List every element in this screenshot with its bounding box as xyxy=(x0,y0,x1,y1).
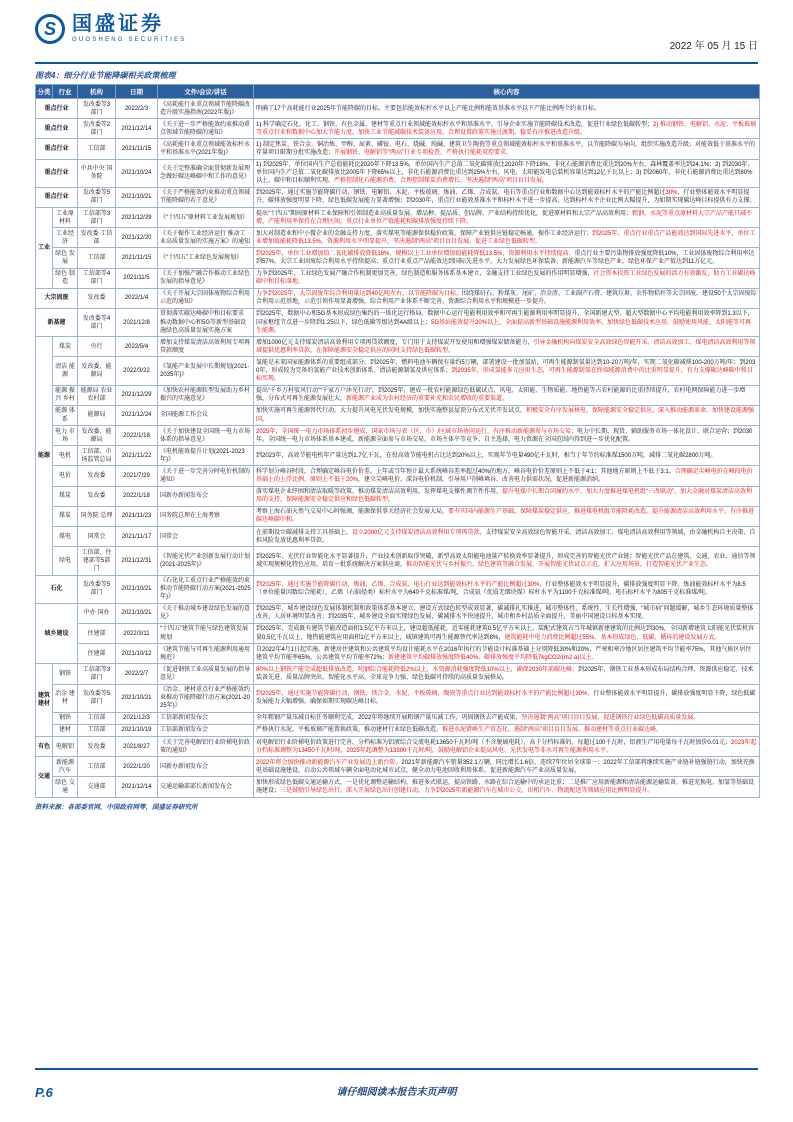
content-segment: 明确了17个高耗能行业2025年节能降碳的目标，主要包括能效标杆水平以上产能比例和能效基准水平以下产能比例两个约束目标。 xyxy=(256,105,601,112)
content-cell xyxy=(254,405,760,425)
date-cell: 2021/10/21 xyxy=(116,603,158,623)
content-segment: 到2025年，光伏行业智能化水平显著提升，产业技术创新取得突破，新型高效太阳能电池量产转换效率显著提升，形成完善的智能光伏产业链；智能光伏产品在建筑、交通、农业、通信等领域实现规模化特色应用，培育一批系统解决方案供应商， xyxy=(256,553,756,568)
industry-cell: 能源 体系 xyxy=(53,405,78,425)
org-cell: 发改委等4部门 xyxy=(78,308,116,336)
org-cell: 工信部 xyxy=(78,757,116,777)
category-cell: 石化 xyxy=(36,575,78,603)
content-segment: 建筑能耗中电力消费比例超过55%，基本形成绿色、低碳、循环的建设发展方式。 xyxy=(504,634,721,641)
content-segment: ，行业整体能效水平明显提升，碳排放强度明显下降，绿色低碳发展能力显著增强；到2030年，重点行业能效基准水平和标杆水平进一步提高，达到标杆水平企业比例大幅提升，为如期实现碳达峰目标提供有力支撑。 xyxy=(256,190,756,205)
table-row xyxy=(36,159,760,187)
org-cell: 工信部、住建部等5部门 xyxy=(78,547,116,575)
report-date: 2022 年 05 月 15 日 xyxy=(669,41,758,52)
doc-cell: 《关于推动城乡建设绿色发展的意见》 xyxy=(158,603,254,623)
report-header xyxy=(35,14,758,60)
category-cell: 交通 xyxy=(36,757,53,797)
content-cell xyxy=(254,385,760,405)
date-cell: 2021/12/24 xyxy=(116,405,158,425)
content-cell xyxy=(254,486,760,506)
date-cell: 2021/12/29 xyxy=(116,208,158,228)
date-cell: 2022/1/20 xyxy=(116,757,158,777)
industry-cell: 钢铁 xyxy=(53,664,78,684)
doc-cell: 交通运输部部长新闻发布会 xyxy=(158,777,254,797)
org-cell: 工信部 xyxy=(78,712,116,724)
content-cell xyxy=(254,757,760,777)
org-cell: 发改委等5部门 xyxy=(78,187,116,207)
org-cell: 国常会 xyxy=(78,527,116,547)
table-row xyxy=(36,308,760,336)
col-header-category: 分类 xyxy=(36,85,53,99)
category-cell: 重点行业 xyxy=(36,119,78,139)
org-cell: 发改委等3部门 xyxy=(78,99,116,119)
content-segment: 三是鼓励引导绿色出行，深入开展绿色出行创建行动，力争到2025年新能源汽车在城市公交、出租汽车、物流配送等领域应用比例明显提升。 xyxy=(280,787,654,794)
content-segment: 到2025年，数据中心和5G基本形成绿色集约的一体化运行格局。数据中心运行电能利用效率和可再生能源利用率明显提升，全国新建大型、超大型数据中心平均电能利用效率降到1.3以下，国家枢纽节点进一步降到1.25以下，绿色低碳等级达到4A级以上； xyxy=(256,311,754,326)
content-segment: 引导金融机构向煤炭安全高效绿色智能开采、清洁高效加工、煤电清洁高效利用等领域提供优惠利率贷款，在保障能源安全稳定供应的同时支持绿色低碳转型。 xyxy=(256,339,756,354)
doc-cell: 《关于进一步严格能效约束推动重点领域节能降碳的通知》 xyxy=(158,119,254,139)
org-cell: 发改委 xyxy=(78,288,116,308)
figure-title: 图表4：细分行业节能降碳相关政策梳理 xyxy=(35,71,176,80)
doc-cell: 《高耗能行业重点领域节能降碳改造升级实施指南(2022年版)》 xyxy=(158,99,254,119)
org-cell: 国务院 总理 xyxy=(78,506,116,526)
org-cell: 发改委 xyxy=(78,466,116,486)
category-cell: 重点行业 xyxy=(36,99,78,119)
category-cell: 新基建 xyxy=(36,308,78,336)
content-cell xyxy=(254,777,760,797)
doc-cell: 国务院总理在上海考察 xyxy=(158,506,254,526)
content-segment: 30% xyxy=(665,190,678,197)
content-cell xyxy=(254,357,760,385)
org-cell: 工信部、市场监管总局 xyxy=(78,446,116,466)
figure-body xyxy=(35,84,760,811)
org-cell: 中共中央 国务院 xyxy=(78,159,116,187)
content-segment: 考察上海石油天然气交易中心时强调，能源保供事关经济社会发展大局， xyxy=(256,509,449,516)
col-header-org: 机构 xyxy=(78,85,116,99)
industry-cell: 电机 xyxy=(53,446,78,466)
org-cell: 发改委、能源局 xyxy=(78,426,116,446)
content-cell xyxy=(254,684,760,712)
org-cell: 发改委等5部门 xyxy=(78,684,116,712)
table-row xyxy=(36,757,760,777)
content-segment: 到2023年，高效节能电机年产量达到1.7亿千瓦，在役高效节能电机占比达到20%以上，实现年节电量490亿千瓦时，相当于年节约标准煤1500万吨，减排二氧化碳2800万吨。 xyxy=(256,452,717,459)
content-cell xyxy=(254,187,760,207)
content-cell xyxy=(254,228,760,248)
content-cell xyxy=(254,99,760,119)
content-segment: 2023年起分档标准调整为13450千瓦时/吨，2025年起调整为13300千瓦时/吨，鼓励电解铝企业提高风电、光伏发电等非水可再生能源利用水平。 xyxy=(256,739,757,754)
table-row xyxy=(36,228,760,248)
doc-cell: 国新办新闻发布会 xyxy=(158,486,254,506)
doc-cell: 《促进钢铁工业高质量发展的指导意见》 xyxy=(158,664,254,684)
table-row xyxy=(36,684,760,712)
date-cell: 2021/11/15 xyxy=(116,139,158,159)
doc-cell: 全国能源工作会议 xyxy=(158,405,254,425)
industry-cell: 绿色 制造 xyxy=(53,268,78,288)
content-segment: 加快实施可再生能源替代行动，大力提升风电光伏发电规模，加快实施整县屋顶分布式光伏开发试点， xyxy=(256,408,527,415)
org-cell: 发改委等2部门 xyxy=(78,119,116,139)
content-segment: 要夯实国内能源生产基础，保障煤炭稳定供应，推进煤电机组节能降耗改造，提升能源清洁高效利用水平，有序推进碳达峰碳中和。 xyxy=(256,509,755,524)
table-row xyxy=(36,664,760,684)
category-cell: 能源 xyxy=(36,337,53,575)
doc-cell: 《关于进一步完善分时电价机制的通知》 xyxy=(158,466,254,486)
table-row xyxy=(36,623,760,643)
content-segment: 力争到2025年，大宗固废年综合利用量达到40亿吨左右，以节能降碳为目标， xyxy=(256,291,463,298)
date-cell: 2021/10/21 xyxy=(116,684,158,712)
table-row xyxy=(36,547,760,575)
date-cell: 2022/5/4 xyxy=(116,337,158,357)
table-row xyxy=(36,446,760,466)
policy-table-body xyxy=(36,99,760,798)
content-segment: 提升电煤中长期合同履约水平，加大力度推进煤电机组“三改联动”，加大金融对煤炭清洁高效利用的支持，保障能源安全稳定供应和绿色低碳转型。 xyxy=(256,489,753,504)
doc-cell: 《智能光伏产业创新发展行动计划(2021-2025年)》 xyxy=(158,547,254,575)
content-segment: 1) 科学确定石化、化工、钢铁、有色金属、建材等重点行业领域能效标杆水平和基准水平，引导企业实施节能降碳技术改造，促进行业绿色低碳转型； xyxy=(256,121,654,128)
industry-cell: 清洁 能源 xyxy=(53,357,78,385)
table-row xyxy=(36,288,760,308)
org-cell: 工信部等3部门 xyxy=(78,664,116,684)
content-segment: 2021年新能源汽车销量352.1万辆，同比增长1.6倍，连续7年位居全球第一；2022年工信部将继续实施产业链补链强链行动，加快充换电基础设施建设，启动公共领域车辆全面电动化城市试点，健全动力电池回收利用体系，促进新能源汽车产业高质量发展。 xyxy=(256,759,755,774)
table-row xyxy=(36,337,760,357)
header-row xyxy=(36,85,760,99)
table-row xyxy=(36,644,760,664)
content-cell xyxy=(254,527,760,547)
content-cell xyxy=(254,446,760,466)
content-segment: 到2025年，钢铁工业基本形成布局结构合理、资源供应稳定、技术装备先进、质量品牌突出、智能化水平高、全球竞争力强、绿色低碳可持续的高质量发展格局。 xyxy=(256,666,754,681)
industry-cell: 能源 振兴 乡村 xyxy=(53,385,78,405)
content-cell xyxy=(254,623,760,643)
content-segment: 到2025年，通过实施节能降碳行动，钢铁、铁合金、水泥、平板玻璃、陶瓷等重点行业达到能效标杆水平的产能比例超过30%， xyxy=(256,691,594,698)
date-cell: 2021/11/22 xyxy=(116,446,158,466)
doc-cell: 《关于加快建设全国统一电力市场体系的指导意见》 xyxy=(158,426,254,446)
table-row xyxy=(36,385,760,405)
category-cell: 重点行业 xyxy=(36,139,78,159)
content-cell xyxy=(254,664,760,684)
table-row xyxy=(36,737,760,757)
date-cell: 2021/11/23 xyxy=(116,506,158,526)
industry-cell: 煤炭 xyxy=(53,506,78,526)
content-segment: 1) 制定焦炭、铁合金、铜冶炼、甲醇、尿素、磷铵、电石、烧碱、纯碱、建筑卫生陶瓷等重点领域能效标杆水平和基准水平，以节能降碳为导向，组织实施改造升级；对能效低于基准水平的存量项目限期分批实施改造； xyxy=(256,141,756,156)
content-segment: 80%以上钢铁产能完成超低排放改造，吨钢综合能耗降低2%以上，水资源消耗强度降低10%以上，确保2030年前碳达峰； xyxy=(256,666,579,673)
doc-cell: 工信部新闻发布会 xyxy=(158,724,254,736)
table-row xyxy=(36,248,760,268)
content-segment: 到2025年，单位工业增加值二氧化碳排放降低18%，规模以上工业单位增加值能耗降低13.5%，资源利用水平持续提高； xyxy=(256,250,575,257)
date-cell: 2021/10/21 xyxy=(116,187,158,207)
org-cell: 发改委 工信部 xyxy=(78,228,116,248)
org-cell: 中办 国办 xyxy=(78,603,116,623)
content-cell xyxy=(254,644,760,664)
industry-cell: 电价 xyxy=(53,466,78,486)
content-cell xyxy=(254,288,760,308)
date-cell: 2021/8/27 xyxy=(116,737,158,757)
footer-divider xyxy=(35,1068,758,1070)
table-row xyxy=(36,139,760,159)
content-segment: 在前期设立碳减排支持工具基础上， xyxy=(256,529,353,536)
date-cell: 2022/1/18 xyxy=(116,486,158,506)
industry-cell: 绿色 发展 xyxy=(53,248,78,268)
content-segment: 到2025年，通过实施节能降碳行动，炼油、乙烯、合成氨、电石行业达到能效标杆水平的产能比例超过30%， xyxy=(256,582,546,589)
content-segment: 到2025年，重点行业重点产品能效达到国际先进水平，单位工业增加值能耗降低13.5%，资源利用水平明显提升，坚决遏制“两高”项目盲目发展，促进工业绿色低碳转型。 xyxy=(256,230,756,245)
content-segment: 粗钢、水泥等重点原材料大宗产品产能只减不增，产能利用率保持在合理区间，重点行业单位产值能耗和碳排放强度持续下降。 xyxy=(256,210,753,225)
category-cell: 工业 xyxy=(36,208,53,289)
source-note: 资料来源：各部委官网，中国政府网等，国盛证券研究所 xyxy=(35,803,198,811)
industry-cell: 煤电 xyxy=(53,527,78,547)
content-segment: 到2025年，城乡建设绿色发展体制机制和政策体系基本建立，建设方式绿色转型成效显著，碳减排扎实推进，城市整体性、系统性、生长性增强，“城市病”问题缓解，城乡生态环境质量整体改善，人居环境明显改善；到2035年，城乡建设全面实现绿色发展，碳减排水平快速提升，城市和乡村品质全面提升，美丽中国建设目标基本实现。 xyxy=(256,606,754,621)
content-segment: 氢能是未来国家能源体系的重要组成部分。到2025年，燃料电池车辆保有量约5万辆，部署建设一批加氢站，可再生能源制氢量达到10-20万吨/年，实现二氧化碳减排100-200万吨/年；到2030年，形成较为完备的氢能产业技术创新体系、清洁能源制氢及供应体系； xyxy=(256,359,756,375)
content-cell xyxy=(254,139,760,159)
date-cell: 2022/3/22 xyxy=(116,357,158,385)
doc-cell: 《石化化工重点行业严格能效约束推动节能降碳行动方案(2021-2025年)》 xyxy=(158,575,254,603)
doc-cell: 《建筑节能与可再生能源利用通用规范》 xyxy=(158,644,254,664)
page-number: P.6 xyxy=(35,1085,53,1100)
doc-cell: 《高耗能行业重点领域能效标杆水平和基准水平(2021年版)》 xyxy=(158,139,254,159)
header-divider xyxy=(35,62,758,64)
footer-disclaimer: 请仔细阅读本报告末页声明 xyxy=(336,1087,457,1098)
date-cell: 2021/7/29 xyxy=(116,466,158,486)
date-cell: 2022/2/7 xyxy=(116,664,158,684)
category-cell: 建筑建材 xyxy=(36,664,53,737)
content-cell xyxy=(254,737,760,757)
date-cell: 2021/12/20 xyxy=(116,228,158,248)
content-cell xyxy=(254,426,760,446)
content-segment: 2025年，全国统一电力市场体系初步建成，国家市场与省（区、市）/区域市场协同运行，有序推动新能源参与市场交易； xyxy=(256,428,578,435)
industry-cell: 新能源汽车 xyxy=(53,757,78,777)
content-segment: 开展钢铁、电解铝等“两高”行业专项检查，严格执行能耗双控要求。 xyxy=(334,149,513,156)
org-cell: 住建部 xyxy=(78,623,116,643)
content-segment: 5G基站能效提升20%以上，全面提高新型基础设施能源利用效率，加快绿色低碳技术应用，鼓励使用风能、太阳能等可再生能源。 xyxy=(256,319,752,334)
doc-cell: 《关于完善电解铝行业阶梯电价政策的通知》 xyxy=(158,737,254,757)
industry-cell: 建材 xyxy=(53,724,78,736)
content-segment: 合理确定尖峰电价在峰段电价基础上的上浮比例，原则上不低于20%， xyxy=(256,468,753,484)
content-segment: 围绕煤矸石、粉煤灰、尾矿、冶金渣、工业副产石膏、建筑垃圾、农作物秸秆等大宗固废，建设50个大宗固废综合利用示范基地，示范引领作用显著增强，综合利用产业体系不断完善，资源综合利用水平和规模进一步提升。 xyxy=(256,291,757,306)
doc-cell: 《关于开展大宗固体废物综合利用示范的通知》 xyxy=(158,288,254,308)
org-cell: 能源局 xyxy=(78,405,116,425)
table-row xyxy=(36,357,760,385)
date-cell: 2021/12/31 xyxy=(116,547,158,575)
table-row xyxy=(36,724,760,736)
content-segment: 严格执行水泥、平板玻璃产能置换政策，推动建材行业绿色低碳改造， xyxy=(256,727,443,734)
date-cell: 2022/1/18 xyxy=(116,426,158,446)
industry-cell: 绿电 xyxy=(53,547,78,575)
guosheng-logo-icon: S xyxy=(35,14,65,44)
industry-cell: 电力 市场 xyxy=(53,426,78,446)
content-segment: 到2025年，完成既有建筑节能改造面积3.5亿平方米以上，建设超低能耗、近零能耗建筑0.5亿平方米以上，装配式建筑占当年城镇新建建筑的比例达到30%，全国新增建筑太阳能光伏装机容量0.5亿千瓦以上，地热能建筑应用面积1亿平方米以上，城镇建筑可再生能源替代率达到8%， xyxy=(256,626,755,641)
date-cell: 2022/3/11 xyxy=(116,623,158,643)
doc-cell: 《关于振作工业经济运行 推动工业高质量发展的实施方案》的通知 xyxy=(158,228,254,248)
content-segment: 加大对制造业和中小微企业的金融支持力度，落实煤电等能源保供稳价政策，保障产业链供应链稳定畅通，振作工业经济运行； xyxy=(256,230,593,237)
doc-cell: “十四五”建筑节能与绿色建筑发展规划 xyxy=(158,623,254,643)
content-segment: 电力中长期、现货、辅助服务市场一体化设计、联合运营；到2030年，全国统一电力市场体系基本建成，新能源全面参与市场交易，市场主体平等竞争、自主选择，电力资源在全国范围内得到进一步优化配置。 xyxy=(256,428,753,443)
date-cell: 2021/10/24 xyxy=(116,159,158,187)
col-header-content: 核心内容 xyxy=(254,85,760,99)
content-segment: 对电解铝行业阶梯电价政策进行完善，分档标准为铝液综合交流电耗13650千瓦时/吨（不含脱硫电耗），高于分档标准的，每超过100千瓦时，铝液生产用电量每千瓦时加价0.01元； xyxy=(256,739,732,746)
content-segment: 1) 到2025年，单位国内生产总值能耗比2020年下降13.5%，单位国内生产总值二氧化碳排放比2020年下降18%，非化石能源消费比重达到20%左右，森林覆盖率达到24.1%；2) 到2030年，单位国内生产总值二氧化碳排放比2005年下降65%以上，非化石能源消费比重达到25%左右，风电、太阳能发电总装机容量达到12亿千瓦以上；3) 到2060年，非化石能源消费比重达到80%以上，碳中和目标顺利实现。 xyxy=(256,162,754,185)
category-cell: 重点行业 xyxy=(36,187,78,207)
content-cell xyxy=(254,603,760,623)
col-header-date: 日期 xyxy=(116,85,158,99)
industry-cell: 煤炭 xyxy=(53,337,78,357)
doc-cell: 《关于严格能效约束推动重点领域节能降碳的若干意见》 xyxy=(158,187,254,207)
table-row xyxy=(36,486,760,506)
content-segment: 力争到2025年，工业绿色发展产融合作机制更加完善，绿色制造和服务体系基本建立，金融支持工业绿色发展的作用明显增强， xyxy=(256,271,594,278)
content-cell xyxy=(254,159,760,187)
org-cell: 工信部 xyxy=(78,248,116,268)
content-segment: 新能源产业成为农村经济的重要补充和农民增收的重要渠道。 xyxy=(346,396,509,403)
content-cell xyxy=(254,268,760,288)
table-row xyxy=(36,603,760,623)
content-segment: 重点行业主要污染物排放强度降低10%，工业固体废物综合利用率达到57%，大宗工业固废综合利用水平持续提高；重点行业重点产品能效达到国际先进水平，大力发展绿色环保装备、新能源汽车等绿色产业，绿色环保产业产值达到11万亿元。 xyxy=(256,250,755,265)
industry-cell: 冶金 建材 xyxy=(53,684,78,712)
org-cell: 能源局 农业农村部 xyxy=(78,385,116,405)
org-cell: 央行 xyxy=(78,337,116,357)
table-row xyxy=(36,466,760,486)
table-row xyxy=(36,575,760,603)
content-segment: 行业整体能效水平明显提升，碳排放强度明显下降，绿色低碳发展能力大幅增强，确保如期实现碳达峰目标。 xyxy=(256,691,756,706)
date-cell: 2021/12/14 xyxy=(116,777,158,797)
doc-cell: 《关于完整准确全面贯彻新发展理念做好碳达峰碳中和工作的意见》 xyxy=(158,159,254,187)
org-cell: 工信部等3部门 xyxy=(78,208,116,228)
doc-cell: 《电机能效提升计划(2021-2023年)》 xyxy=(158,446,254,466)
table-row xyxy=(36,426,760,446)
content-cell xyxy=(254,724,760,736)
org-cell: 发改委、能源局 xyxy=(78,357,116,385)
content-segment: 严格控制化石能源消费，合理控制煤炭消费增长，坚决遏制“两高”项目盲目发展。 xyxy=(334,178,549,185)
content-segment: 社会资本投资工业绿色发展的活力有效激发，助力工业碳达峰碳中和目标落地。 xyxy=(256,271,756,286)
content-segment: 支持煤炭安全高效绿色智能开采、清洁高效加工、煤电清洁高效利用等领域，由金融机构自主决策、自担风险发放优惠利率贷款。 xyxy=(256,529,756,544)
content-segment: 新建建筑平均碳排放强度降低40%，碳排放强度平均降低7kgCO2/(m2·a)以上。 xyxy=(388,654,598,661)
date-cell: 2021/12/29 xyxy=(116,385,158,405)
content-segment: 推动智能光伏与乡村振兴、绿色建筑等融合发展，开展智能光伏试点示范，扩大应用场景，打造智能光伏产业生态。 xyxy=(406,561,713,568)
category-cell: 重点行业 xyxy=(36,159,78,187)
content-segment: 加快形成绿色低碳交通运输方式，一是优化调整运输结构，推进多式联运，提高铁路、水路在综合运输中的承运比重；二是推广应用新能源和清洁能源运输装备，推进充换电、加氢等基础设施建设； xyxy=(256,779,755,794)
industry-cell: 工业经济 xyxy=(53,228,78,248)
col-header-industry: 行业 xyxy=(53,85,78,99)
content-cell xyxy=(254,248,760,268)
doc-cell: 增加支持煤炭清洁高效利用专项再贷款额度 xyxy=(158,337,254,357)
date-cell: 2021/10/19 xyxy=(116,724,158,736)
content-segment: 到2025年，通过实施节能降碳行动，钢铁、电解铝、水泥、平板玻璃、炼油、乙烯、合成氨、电石等重点行业和数据中心达到能效标杆水平的产能比例超过 xyxy=(256,190,666,197)
content-segment: 坚决遏制“两高”项目盲目发展，促进钢铁行业绿色低碳高质量发展。 xyxy=(521,715,700,722)
industry-cell: 工业原材料 xyxy=(53,208,78,228)
content-cell xyxy=(254,119,760,139)
doc-cell: 《加快农村能源转型发展助力乡村振兴的实施意见》 xyxy=(158,385,254,405)
industry-cell: 电解铝 xyxy=(53,737,78,757)
table-row xyxy=(36,99,760,119)
content-segment: 提出“十四五”期间原材料工业保障和引领制造业高质量发展，增品种、提品质、创品牌，产业结构持续优化，促进原材料和大宗产品高效利用； xyxy=(256,210,632,217)
brand xyxy=(35,14,758,44)
date-cell: 2022/1/4 xyxy=(116,288,158,308)
org-cell: 发改委 xyxy=(78,486,116,506)
org-cell: 发改委等5部门 xyxy=(78,575,116,603)
content-segment: 自2022年4月1日起实施。新建居住建筑和公共建筑平均设计能耗水平在2016年执行的节能设计标准基础上分别降低30%和20%，严寒和寒冷地区居住建筑平均节能率75%，其他气候区居住建筑平均节能率65%，公共建筑平均节能率72%； xyxy=(256,646,752,661)
date-cell: 2021/11/15 xyxy=(116,248,158,268)
content-cell xyxy=(254,466,760,486)
org-cell: 发改委 xyxy=(78,737,116,757)
industry-cell: 钢铁 xyxy=(53,712,78,724)
doc-cell: 《氢能产业发展中长期规划(2021-2035年)》 xyxy=(158,357,254,385)
doc-cell: 贯彻落实碳达峰碳中和目标要求 推动数据中心和5G等新型基础设施绿色高质量发展实施方案 xyxy=(158,308,254,336)
content-cell xyxy=(254,337,760,357)
content-cell xyxy=(254,506,760,526)
date-cell: 2021/12/3 xyxy=(116,712,158,724)
date-cell: 2022/2/3 xyxy=(116,99,158,119)
content-segment: 科学划分峰谷时段，合理确定峰谷电价价差。上年或当年预计最大系统峰谷差率超过40%的地方，峰谷电价价差原则上不低于4:1；其他地方原则上不低于3:1。 xyxy=(256,468,675,475)
industry-cell: 绿色 交通 xyxy=(53,777,78,797)
table-row xyxy=(36,268,760,288)
doc-cell: 《“十四五”原材料工业发展规划》 xyxy=(158,208,254,228)
category-cell: 有色 xyxy=(36,737,53,757)
policy-table-head xyxy=(36,85,760,99)
content-cell xyxy=(254,712,760,724)
content-cell xyxy=(254,208,760,228)
org-cell: 交通部 xyxy=(78,777,116,797)
policy-table xyxy=(35,84,760,798)
industry-cell: 煤炭 xyxy=(53,486,78,506)
content-segment: 提出“千乡万村驭风行动”“千家万户沐光行动”，到2025年，建成一批农村能源绿色低碳试点，风电、太阳能、生物质能、地热能等占农村能源的比重持续提升，农村电网保障能力进一步增强，分布式可再生能源发展壮大， xyxy=(256,388,746,403)
doc-cell: 《冶金、建材重点行业严格能效约束推动节能降碳行动方案(2021-2025年)》 xyxy=(158,684,254,712)
content-segment: 2) 推动钢铁、电解铝、水泥、平板玻璃等重点行业和数据中心加大节能力度，加快工业节能减碳技术装备应用，合理设置政策实施过渡期，稳妥有序推进改造升级。 xyxy=(256,121,757,136)
date-cell: 2021/12/14 xyxy=(116,119,158,139)
date-cell: 2021/12/8 xyxy=(116,308,158,336)
org-cell: 住建部 xyxy=(78,644,116,664)
doc-cell: 国常会 xyxy=(158,527,254,547)
table-row xyxy=(36,119,760,139)
content-segment: 增加1000亿元支持煤炭清洁高效利用专项再贷款额度，专门用于支持煤炭开发使用和增强煤炭储备能力， xyxy=(256,339,534,346)
content-cell xyxy=(254,308,760,336)
doc-cell: 《关于加强产融合作推动工业绿色发展的指导意见》 xyxy=(158,268,254,288)
org-cell: 工信部等4部门 xyxy=(78,268,116,288)
table-row xyxy=(36,506,760,526)
content-segment: 推进水泥错峰生产常态化，遏制“两高”项目盲目发展，推动建材等重点行业碳达峰。 xyxy=(442,727,663,734)
doc-cell: 国新办新闻发布会 xyxy=(158,757,254,777)
date-cell: 2021/10/12 xyxy=(116,644,158,664)
col-header-document: 文件/会议/讲话 xyxy=(158,85,254,99)
content-segment: 建立尖峰电价、深谷电价机制，引导用户削峰填谷、改善电力供需状况，促进新能源消纳。 xyxy=(364,477,605,484)
brand-name-cn: 国盛证券 xyxy=(72,13,164,36)
category-cell: 大宗固废 xyxy=(36,288,78,308)
content-segment: 全年粗钢产量压减目标任务顺利完成，2022年将继续开展粗钢产量压减工作，巩固钢铁去产能成果， xyxy=(256,715,522,722)
content-segment: 积极安全有序发展核电，保障能源安全稳定供应，深入推动能源革命，加快建设能源强国。 xyxy=(256,408,755,423)
content-segment: 行业整体能效水平明显提升，碳排放强度明显下降。炼油能效标杆水平为8.5（单位能量因数综合能耗），乙烯（石脑烃类）标杆水平为640千克标准煤/吨，合成氨（优质无烟块煤）标杆水平为1100千克标准煤/吨，电石标杆水平为805千克标准煤/吨。 xyxy=(256,582,746,597)
table-row xyxy=(36,405,760,425)
table-row xyxy=(36,712,760,724)
category-cell: 城乡建设 xyxy=(36,603,78,664)
table-row xyxy=(36,187,760,207)
table-row xyxy=(36,527,760,547)
date-cell: 2021/11/5 xyxy=(116,268,158,288)
content-segment: 到2035年，形成氢能多元应用生态，可再生能源制氢在终端能源消费中的比重明显提升，有力支撑碳达峰碳中和目标实现。 xyxy=(256,368,753,383)
date-cell: 2021/11/17 xyxy=(116,527,158,547)
content-segment: 2022年将会加快推动新能源汽车产业发展迈上新台阶。 xyxy=(256,759,402,766)
content-cell xyxy=(254,575,760,603)
date-cell: 2021/10/21 xyxy=(116,575,158,603)
org-cell: 工信部 xyxy=(78,139,116,159)
brand-text xyxy=(72,14,186,43)
doc-cell: 《“十四五”工业绿色发展规划》 xyxy=(158,248,254,268)
doc-cell: 工信部新闻发布会 xyxy=(158,712,254,724)
brand-name-en: GUOSHENG SECURITIES xyxy=(72,37,187,44)
content-cell xyxy=(254,547,760,575)
content-segment: 设立2000亿元支持煤炭清洁高效利用专项再贷款， xyxy=(352,529,486,536)
content-segment: 落实煤电企业纾困和清洁取暖等政策，推动煤炭清洁高效利用，发挥煤电支撑性调节性作用， xyxy=(256,489,503,496)
table-row xyxy=(36,208,760,228)
org-cell: 工信部 xyxy=(78,724,116,736)
table-row xyxy=(36,777,760,797)
